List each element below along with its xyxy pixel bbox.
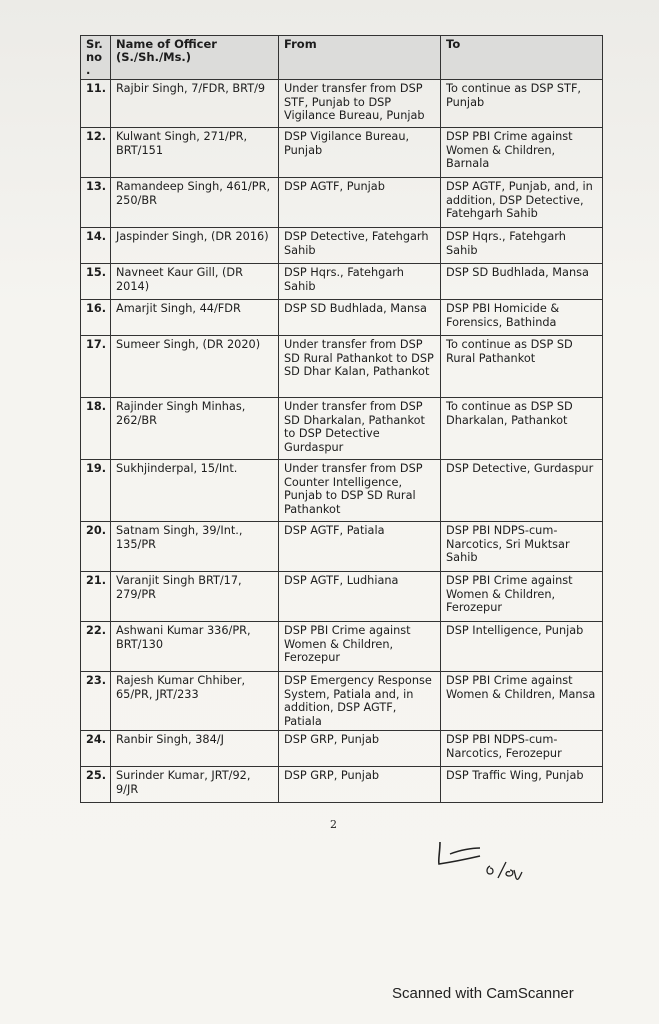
header-from: From xyxy=(279,36,441,80)
table-row xyxy=(81,767,603,803)
from-posting-cell: DSP PBI Crime against Women & Children, Ferozepur xyxy=(279,622,441,672)
table-row xyxy=(81,336,603,398)
officer-name-cell: Rajinder Singh Minhas, 262/BR xyxy=(111,398,279,460)
to-posting-cell: DSP Intelligence, Punjab xyxy=(441,622,603,672)
to-posting-cell: DSP Traffic Wing, Punjab xyxy=(441,767,603,803)
officer-name-cell: Surinder Kumar, JRT/92, 9/JR xyxy=(111,767,279,803)
sr-no-cell: 13. xyxy=(81,178,111,228)
officer-name-cell: Varanjit Singh BRT/17, 279/PR xyxy=(111,572,279,622)
sr-no-cell: 24. xyxy=(81,731,111,767)
header-to: To xyxy=(441,36,603,80)
to-posting-cell: To continue as DSP SD Dharkalan, Pathankot xyxy=(441,398,603,460)
sr-no-cell: 11. xyxy=(81,80,111,128)
table-row xyxy=(81,460,603,522)
from-posting-cell: Under transfer from DSP SD Dharkalan, Pathankot to DSP Detective Gurdaspur xyxy=(279,398,441,460)
table-row xyxy=(81,264,603,300)
sr-no-cell: 18. xyxy=(81,398,111,460)
from-posting-cell: DSP Vigilance Bureau, Punjab xyxy=(279,128,441,178)
table-header-row xyxy=(81,36,603,80)
table-row xyxy=(81,398,603,460)
to-posting-cell: To continue as DSP STF, Punjab xyxy=(441,80,603,128)
table-row xyxy=(81,622,603,672)
sr-no-cell: 23. xyxy=(81,672,111,731)
sr-no-cell: 12. xyxy=(81,128,111,178)
table-row xyxy=(81,672,603,731)
from-posting-cell: DSP AGTF, Punjab xyxy=(279,178,441,228)
from-posting-cell: Under transfer from DSP STF, Punjab to DSP Vigilance Bureau, Punjab xyxy=(279,80,441,128)
to-posting-cell: DSP PBI Crime against Women & Children, Mansa xyxy=(441,672,603,731)
officer-name-cell: Kulwant Singh, 271/PR, BRT/151 xyxy=(111,128,279,178)
from-posting-cell: DSP AGTF, Patiala xyxy=(279,522,441,572)
table-row xyxy=(81,300,603,336)
from-posting-cell: Under transfer from DSP SD Rural Pathankot to DSP SD Dhar Kalan, Pathankot xyxy=(279,336,441,398)
to-posting-cell: DSP PBI NDPS-cum-Narcotics, Sri Muktsar Sahib xyxy=(441,522,603,572)
sr-no-cell: 16. xyxy=(81,300,111,336)
sr-no-cell: 15. xyxy=(81,264,111,300)
to-posting-cell: DSP AGTF, Punjab, and, in addition, DSP Detective, Fatehgarh Sahib xyxy=(441,178,603,228)
to-posting-cell: DSP SD Budhlada, Mansa xyxy=(441,264,603,300)
camscanner-watermark: Scanned with CamScanner xyxy=(392,985,574,1002)
to-posting-cell: DSP PBI Homicide & Forensics, Bathinda xyxy=(441,300,603,336)
handwritten-signature xyxy=(432,832,532,892)
transfer-table xyxy=(80,35,603,803)
to-posting-cell: DSP PBI NDPS-cum-Narcotics, Ferozepur xyxy=(441,731,603,767)
sr-no-cell: 20. xyxy=(81,522,111,572)
sr-no-cell: 19. xyxy=(81,460,111,522)
officer-name-cell: Ranbir Singh, 384/J xyxy=(111,731,279,767)
table-row xyxy=(81,80,603,128)
header-sr-no: Sr. no. xyxy=(81,36,111,80)
from-posting-cell: DSP GRP, Punjab xyxy=(279,731,441,767)
officer-name-cell: Navneet Kaur Gill, (DR 2014) xyxy=(111,264,279,300)
sr-no-cell: 17. xyxy=(81,336,111,398)
from-posting-cell: DSP GRP, Punjab xyxy=(279,767,441,803)
officer-name-cell: Jaspinder Singh, (DR 2016) xyxy=(111,228,279,264)
officer-name-cell: Ashwani Kumar 336/PR, BRT/130 xyxy=(111,622,279,672)
sr-no-cell: 25. xyxy=(81,767,111,803)
table-row xyxy=(81,731,603,767)
from-posting-cell: DSP AGTF, Ludhiana xyxy=(279,572,441,622)
to-posting-cell: DSP PBI Crime against Women & Children, Ferozepur xyxy=(441,572,603,622)
sr-no-cell: 22. xyxy=(81,622,111,672)
officer-name-cell: Ramandeep Singh, 461/PR, 250/BR xyxy=(111,178,279,228)
to-posting-cell: DSP Detective, Gurdaspur xyxy=(441,460,603,522)
to-posting-cell: To continue as DSP SD Rural Pathankot xyxy=(441,336,603,398)
sr-no-cell: 21. xyxy=(81,572,111,622)
officer-name-cell: Rajbir Singh, 7/FDR, BRT/9 xyxy=(111,80,279,128)
from-posting-cell: DSP Emergency Response System, Patiala and, in addition, DSP AGTF, Patiala xyxy=(279,672,441,731)
officer-name-cell: Rajesh Kumar Chhiber, 65/PR, JRT/233 xyxy=(111,672,279,731)
to-posting-cell: DSP PBI Crime against Women & Children, Barnala xyxy=(441,128,603,178)
from-posting-cell: DSP Detective, Fatehgarh Sahib xyxy=(279,228,441,264)
from-posting-cell: DSP Hqrs., Fatehgarh Sahib xyxy=(279,264,441,300)
officer-name-cell: Satnam Singh, 39/Int., 135/PR xyxy=(111,522,279,572)
to-posting-cell: DSP Hqrs., Fatehgarh Sahib xyxy=(441,228,603,264)
from-posting-cell: Under transfer from DSP Counter Intelligence, Punjab to DSP SD Rural Pathankot xyxy=(279,460,441,522)
table-row xyxy=(81,128,603,178)
table-row xyxy=(81,228,603,264)
table-row xyxy=(81,522,603,572)
header-name: Name of Officer (S./Sh./Ms.) xyxy=(111,36,279,80)
table-row xyxy=(81,178,603,228)
sr-no-cell: 14. xyxy=(81,228,111,264)
officer-name-cell: Amarjit Singh, 44/FDR xyxy=(111,300,279,336)
page-number: 2 xyxy=(330,818,337,831)
officer-name-cell: Sukhjinderpal, 15/Int. xyxy=(111,460,279,522)
table-row xyxy=(81,572,603,622)
from-posting-cell: DSP SD Budhlada, Mansa xyxy=(279,300,441,336)
officer-name-cell: Sumeer Singh, (DR 2020) xyxy=(111,336,279,398)
